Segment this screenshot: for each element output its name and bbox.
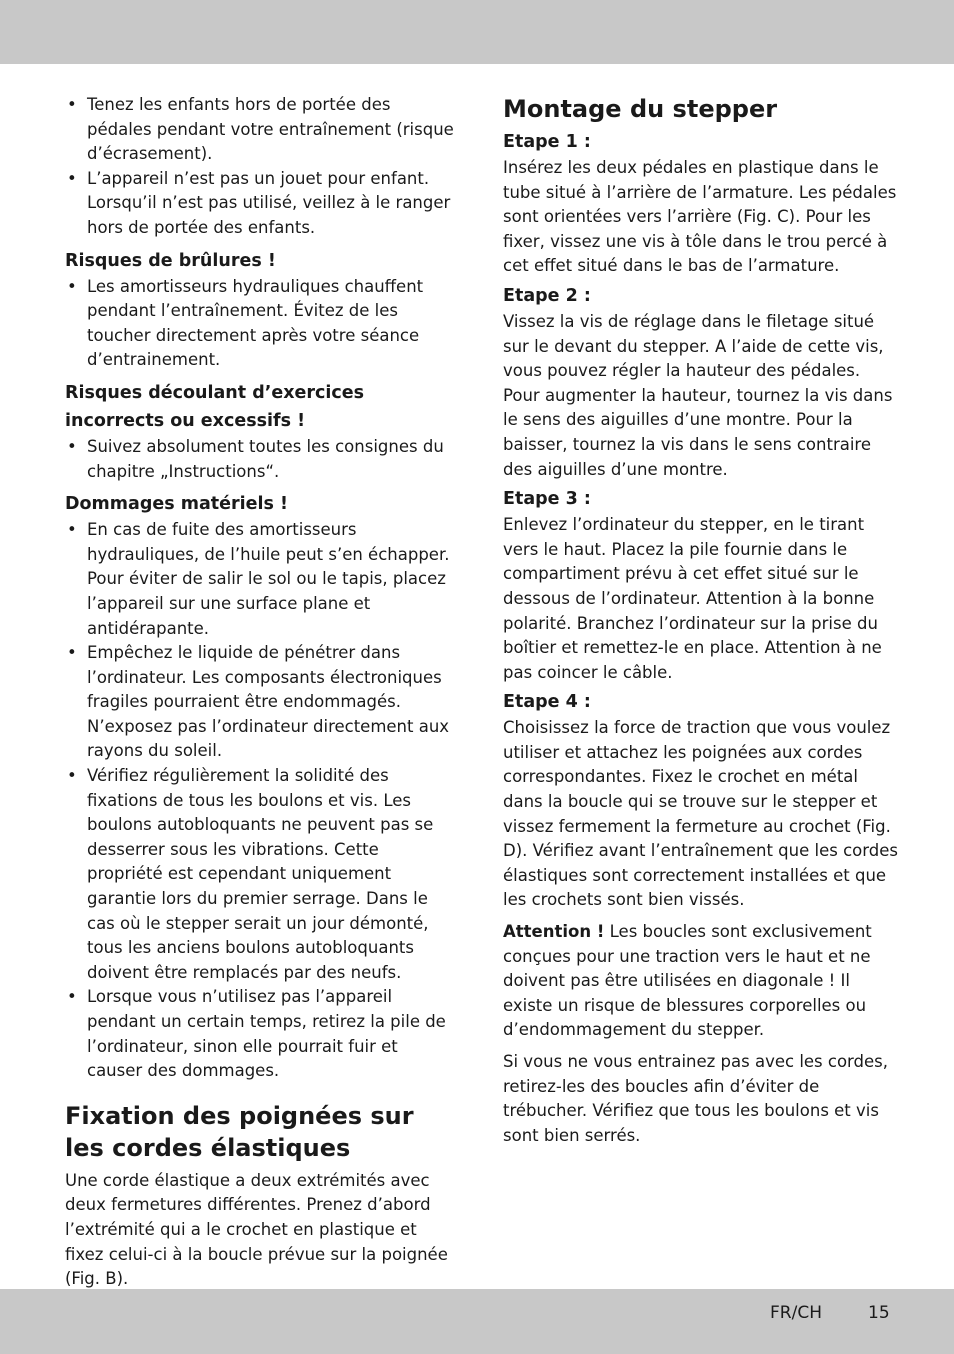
burn-bullet-list [65,275,455,373]
step-4-heading: Etape 4 : [503,692,591,713]
intro-bullet-list [65,93,455,241]
list-item: • Les amortisseurs hydrauliques chauffent pendant l’entraînement. Évitez de les toucher directement après votre séance d’entrainement. [65,275,455,373]
list-item: • En cas de fuite des amortisseurs hydrauliques, de l’huile peut s’en échapper. Pour éviter de salir le sol ou le tapis, placez l’appareil sur une surface plane et antidérapante. [65,518,455,641]
section-text: Une corde élastique a deux extrémités avec deux fermetures différentes. Prenez d’abord l’extrémité qui a le crochet en plastique et fixez celui-ci à la boucle prévue sur la poignée (Fig. B). [65,1170,448,1289]
section-title: Fixation des poignées sur les cordes élastiques [65,1101,414,1163]
step-2-heading: Etape 2 : [503,285,591,306]
list-item: • Empêchez le liquide de pénétrer dans l’ordinateur. Les composants électroniques fragiles pourraient être endommagés. N’exposez pas l’ordinateur directement aux rayons du soleil. [65,641,455,764]
footer-language: FR/CH [770,1303,822,1323]
step-1-text: Insérez les deux pédales en plastique dans le tube situé à l’arrière de l’armature. Les pédales sont orientées vers l’arrière (Fig. C). Pour les fixer, vissez une vis à tôle dans le trou percé à cet effet situé dans le bas de l’armature. [503,158,897,276]
list-item: • L’appareil n’est pas un jouet pour enfant. Lorsqu’il n’est pas utilisé, veillez à le ranger hors de portée des enfants. [65,167,455,241]
attention-paragraph [503,920,898,1043]
step-4-text: Choisissez la force de traction que vous voulez utiliser et attachez les poignées aux cordes correspondantes. Fixez le crochet en métal dans la boucle qui se trouve sur le stepper et vissez fermement la fermeture au crochet (Fig. D). Vérifiez avant l’entraînement que les cordes élastiques sont correctement installées et que les crochets sont bien vissés. [503,718,898,910]
attention-label: Attention ! [503,922,605,942]
step-3-heading: Etape 3 : [503,489,591,510]
exercise-risk-heading: Risques découlant d’exercices incorrects ou excessifs ! [65,382,365,431]
final-text: Si vous ne vous entrainez pas avec les cordes, retirez-les des boucles afin d’éviter de trébucher. Vérifiez que tous les boulons et vis sont bien serrés. [503,1052,889,1145]
step-2-text: Vissez la vis de réglage dans le filetage situé sur le devant du stepper. A l’aide de cette vis, vous pouvez régler la hauteur des pédales. Pour augmenter la hauteur, tournez la vis dans le sens des aiguilles d’une montre. Pour la baisser, tournez la vis dans le sens contraire des aiguilles d’une montre. [503,311,893,479]
damage-bullet-list [65,518,455,1084]
attention-text: Les boucles sont exclusivement conçues pour une traction vers le haut et ne doivent pas être utilisées en diagonale ! Il existe un risque de blessures corporelles ou d’endommagement du stepper. [503,922,872,1040]
list-item: • Lorsque vous n’utilisez pas l’appareil pendant un certain temps, retirez la pile de l’ordinateur, sinon elle pourrait fuir et causer des dommages. [65,985,455,1083]
list-item: • Tenez les enfants hors de portée des pédales pendant votre entraînement (risque d’écrasement). [65,93,455,167]
page-title: Montage du stepper [503,95,778,123]
step-1-heading: Etape 1 : [503,132,591,152]
header-bar [0,0,954,64]
exercise-bullet-list [65,435,455,484]
list-item: • Vérifiez régulièrement la solidité des fixations de tous les boulons et vis. Les boulons autobloquants ne peuvent pas se desserrer sous les vibrations. Cette propriété est cependant uniquement garantie lors du premier serrage. Dans le cas où le stepper serait un jour démonté, tous les anciens boulons autobloquants doivent être remplacés par des neufs. [65,764,455,985]
right-column [503,93,898,1148]
burn-risk-heading: Risques de brûlures ! [65,250,276,271]
page-number: 15 [868,1303,890,1323]
list-item: • Suivez absolument toutes les consignes du chapitre „Instructions“. [65,435,455,484]
left-column [65,93,455,1292]
step-3-text: Enlevez l’ordinateur du stepper, en le tirant vers le haut. Placez la pile fournie dans le compartiment prévu à cet effet situé sur le dessous de l’ordinateur. Attention à la bonne polarité. Branchez l’ordinateur sur la prise du boîtier et remettez-le en place. Attention à ne pas coincer le câble. [503,515,882,682]
damage-heading: Dommages matériels ! [65,494,288,515]
